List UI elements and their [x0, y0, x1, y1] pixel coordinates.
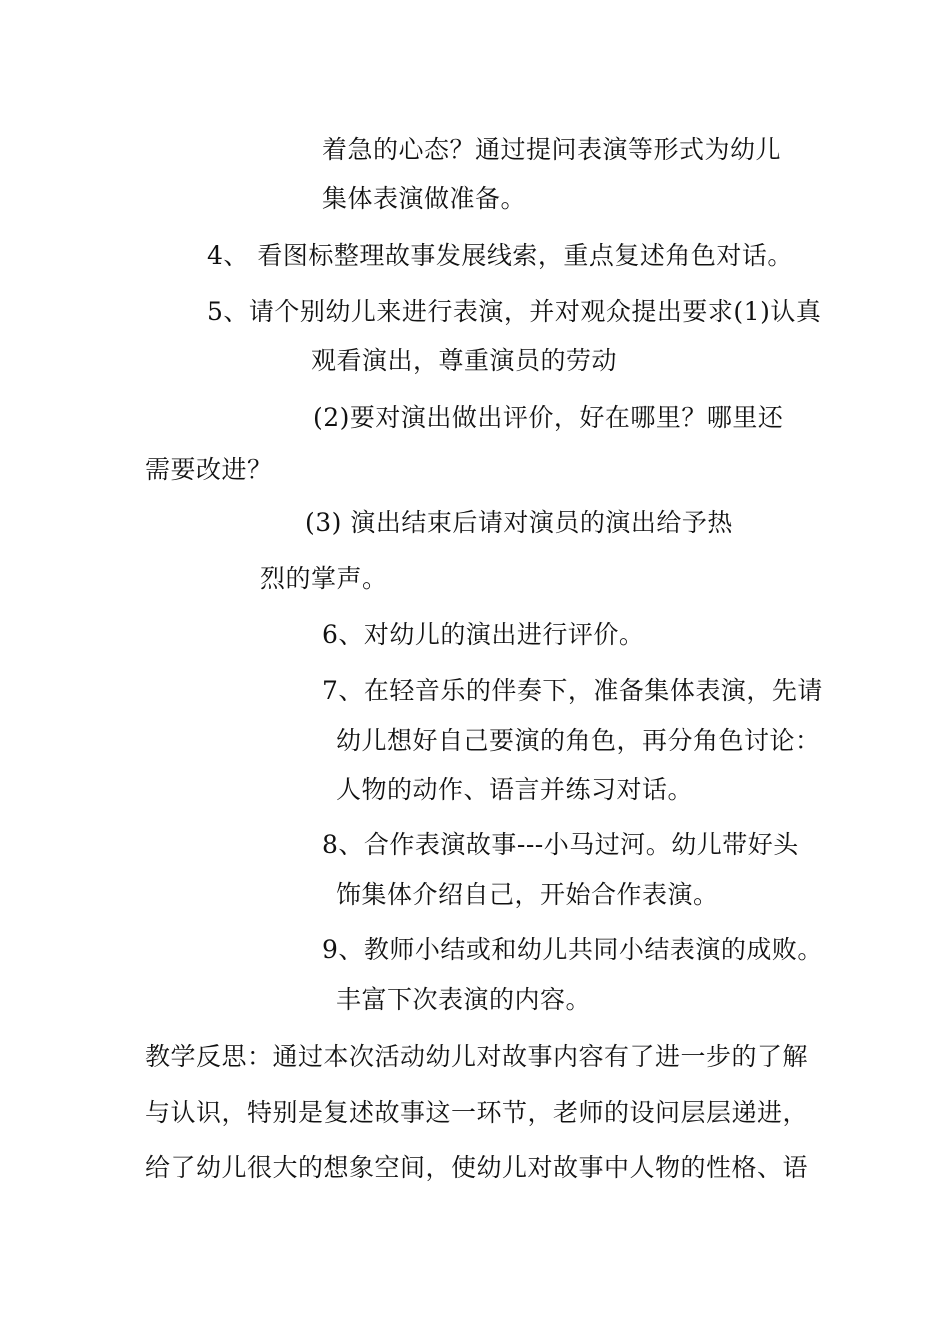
text-line: 着急的心态？通过提问表演等形式为幼儿 — [322, 135, 782, 164]
text-line: 饰集体介绍自己，开始合作表演。 — [336, 880, 719, 909]
text-line: 教学反思：通过本次活动幼儿对故事内容有了进一步的了解 — [145, 1042, 809, 1071]
text-line: 7、在轻音乐的伴奏下，准备集体表演，先请 — [322, 676, 823, 705]
text-line: 幼儿想好自己要演的角色，再分角色讨论： — [336, 726, 821, 755]
text-line: 需要改进？ — [145, 455, 273, 484]
text-line: (2)要对演出做出评价，好在哪里？哪里还 — [313, 403, 784, 432]
text-line: 烈的掌声。 — [260, 564, 388, 593]
text-line: (3) 演出结束后请对演员的演出给予热 — [305, 508, 733, 537]
text-line: 丰富下次表演的内容。 — [336, 985, 592, 1014]
text-line: 给了幼儿很大的想象空间，使幼儿对故事中人物的性格、语 — [145, 1153, 809, 1182]
text-line: 4、 看图标整理故事发展线索，重点复述角色对话。 — [207, 241, 793, 270]
text-line: 与认识，特别是复述故事这一环节，老师的设问层层递进， — [145, 1098, 809, 1127]
text-line: 观看演出，尊重演员的劳动 — [311, 346, 618, 375]
text-line: 人物的动作、语言并练习对话。 — [336, 775, 694, 804]
text-line: 5、请个别幼儿来进行表演，并对观众提出要求(1)认真 — [207, 297, 822, 326]
text-line: 9、教师小结或和幼儿共同小结表演的成败。 — [322, 935, 823, 964]
text-line: 8、合作表演故事---小马过河。幼儿带好头 — [322, 830, 799, 859]
text-line: 6、对幼儿的演出进行评价。 — [322, 620, 645, 649]
text-line: 集体表演做准备。 — [322, 184, 527, 213]
